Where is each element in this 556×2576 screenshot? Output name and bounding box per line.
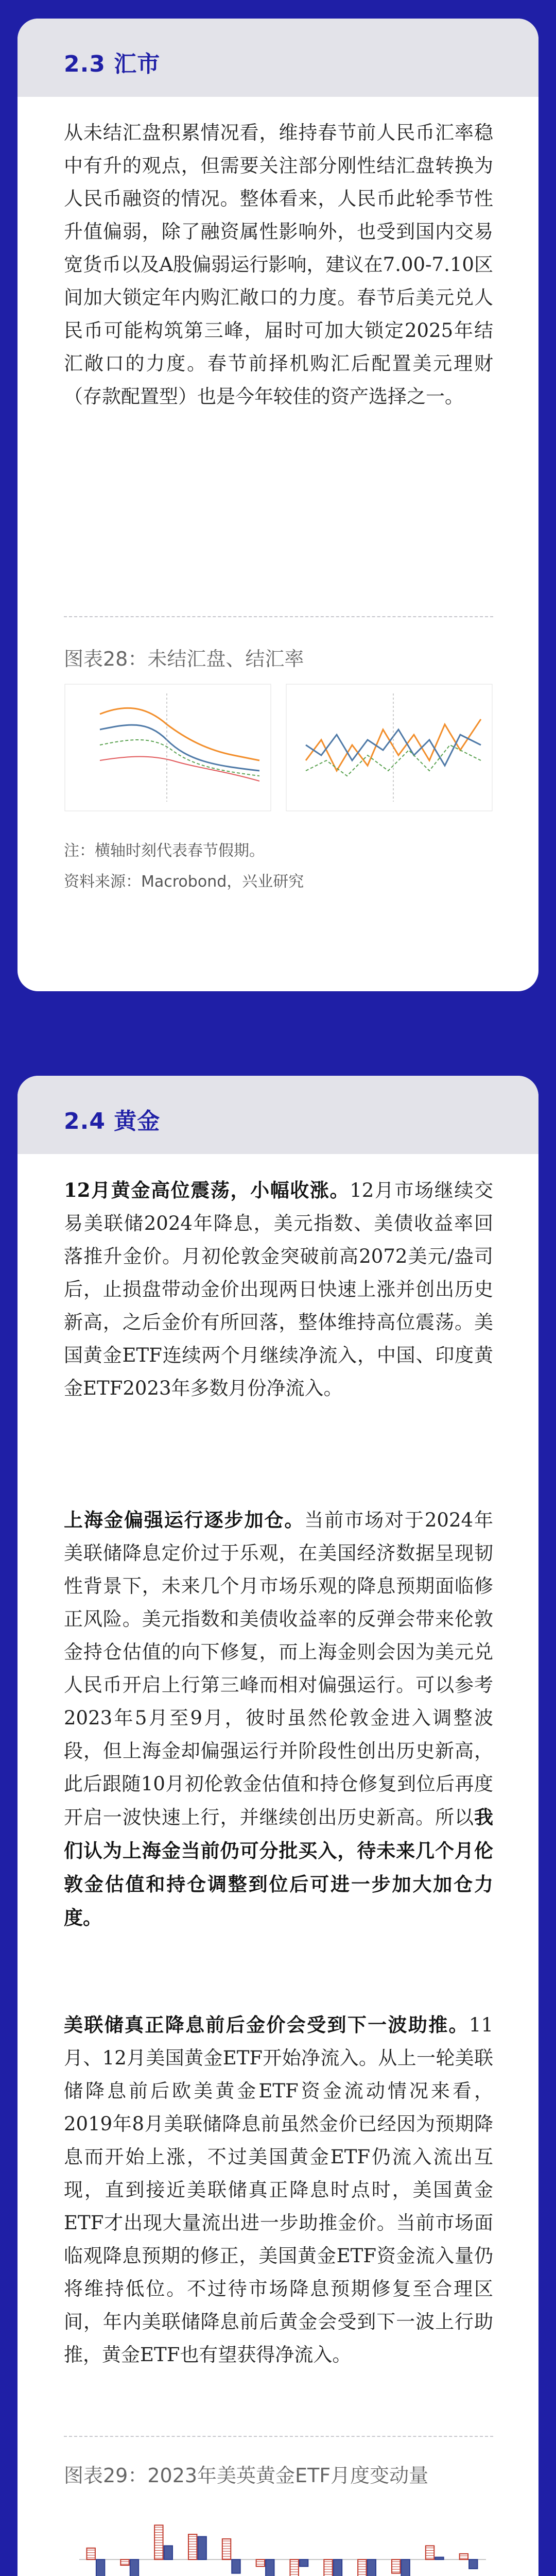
bar	[334, 2560, 342, 2576]
paragraph-body: 11月、12月美国黄金ETF开始净流入。从上一轮美联储降息前后欧美黄金ETF资金流动情况来看，2019年8月美联储降息前虽然金价已经因为预期降息而开始上涨，不过美国黄金ETF仍流入流出互现，直到接近美联储真正降息时点时，美国黄金ETF才出现大量流出进一步助推金价。当前市场面临观降息预期的修正，美国黄金ETF资金流入量仍将维持低位。不过待市场降息预期修复至合理区间，年内美联储降息前后黄金会受到下一波上行助推，黄金ETF也有望获得净流入。	[64, 2014, 493, 2366]
bar	[324, 2560, 332, 2576]
bar	[232, 2560, 240, 2573]
gold-paragraph-1	[64, 1174, 493, 1405]
paragraph-lead: 12月黄金高位震荡，小幅收涨。	[64, 1179, 350, 1201]
paragraph-body: 12月市场继续交易美联储2024年降息，美元指数、美债收益率回落推升金价。月初伦敦金突破前高2072美元/盎司后，止损盘带动金价出现两日快速上涨并创出历史新高，之后金价有所回落，整体维持高位震荡。美国黄金ETF连续两个月继续净流入，中国、印度黄金ETF2023年多数月份净流入。	[64, 1179, 493, 1399]
section-title: 2.4 黄金	[64, 1108, 161, 1134]
bar	[154, 2525, 163, 2560]
paragraph-lead: 美联储真正降息前后金价会受到下一波助推。	[64, 2013, 469, 2036]
bar	[401, 2560, 409, 2576]
gold-paragraph-3	[64, 2008, 493, 2371]
bar	[256, 2560, 265, 2566]
bar	[266, 2560, 274, 2576]
section-header	[18, 1076, 538, 1154]
figure-source: 资料来源：Macrobond，兴业研究	[64, 873, 304, 891]
section-title: 2.3 汇市	[64, 51, 161, 77]
figure-title: 图表28：未结汇盘、结汇率	[64, 648, 304, 670]
bar	[290, 2560, 298, 2576]
figure-29-title: 图表29：2023年美英黄金ETF月度变动量	[64, 2464, 429, 2487]
paragraph-body: 当前市场对于2024年美联储降息定价过于乐观，在美国经济数据呈现韧性背景下，未来几个月市场乐观的降息预期面临修正风险。美元指数和美债收益率的反弹会带来伦敦金持仓估值的向下修复，而上海金则会因为美元兑人民币开启上行第三峰而相对偏强运行。可以参考2023年5月至9月，彼时虽然伦敦金进入调整波段，但上海金却偏强运行并阶段性创出历史新高，此后跟随10月初伦敦金估值和持仓修复到位后再度开启一波快速上行，并继续创出历史新高。所以	[64, 1509, 493, 1828]
section-header	[18, 19, 538, 97]
fx-charts	[64, 683, 493, 812]
bar	[130, 2560, 138, 2576]
bar	[469, 2560, 477, 2569]
etf-monthly-bar-chart	[64, 2498, 493, 2576]
gold-section-card	[18, 1076, 538, 2576]
paragraph-conclusion: 我们认为上海金当前仍可分批买入，待未来几个月伦敦金估值和持仓调整到位后可进一步加大加仓力度。	[64, 1806, 493, 1929]
bar	[435, 2557, 443, 2560]
bar	[358, 2560, 366, 2576]
bar	[198, 2537, 206, 2560]
gold-paragraph-2	[64, 1503, 493, 1935]
fx-chart-left	[65, 684, 271, 811]
divider	[64, 2436, 493, 2437]
divider	[64, 616, 493, 617]
bar	[300, 2560, 308, 2566]
fx-section-card	[18, 19, 538, 991]
figure-note: 注：横轴时刻代表春节假期。	[64, 842, 265, 860]
bar	[96, 2560, 105, 2576]
paragraph-lead: 上海金偏强运行逐步加仓。	[64, 1509, 305, 1531]
fx-paragraph: 从未结汇盘积累情况看，维持春节前人民币汇率稳中有升的观点，但需要关注部分刚性结汇盘转换为人民币融资的情况。整体看来，人民币此轮季节性升值偏弱，除了融资属性影响外，也受到国内交易宽货币以及A股偏弱运行影响，建议在7.00-7.10区间加大锁定年内购汇敞口的力度。春节后美元兑人民币可能构筑第三峰，届时可加大锁定2025年结汇敞口的力度。春节前择机购汇后配置美元理财（存款配置型）也是今年较佳的资产选择之一。	[64, 122, 493, 408]
bar	[164, 2546, 172, 2560]
bar	[368, 2560, 376, 2576]
fx-chart-right	[286, 684, 492, 811]
